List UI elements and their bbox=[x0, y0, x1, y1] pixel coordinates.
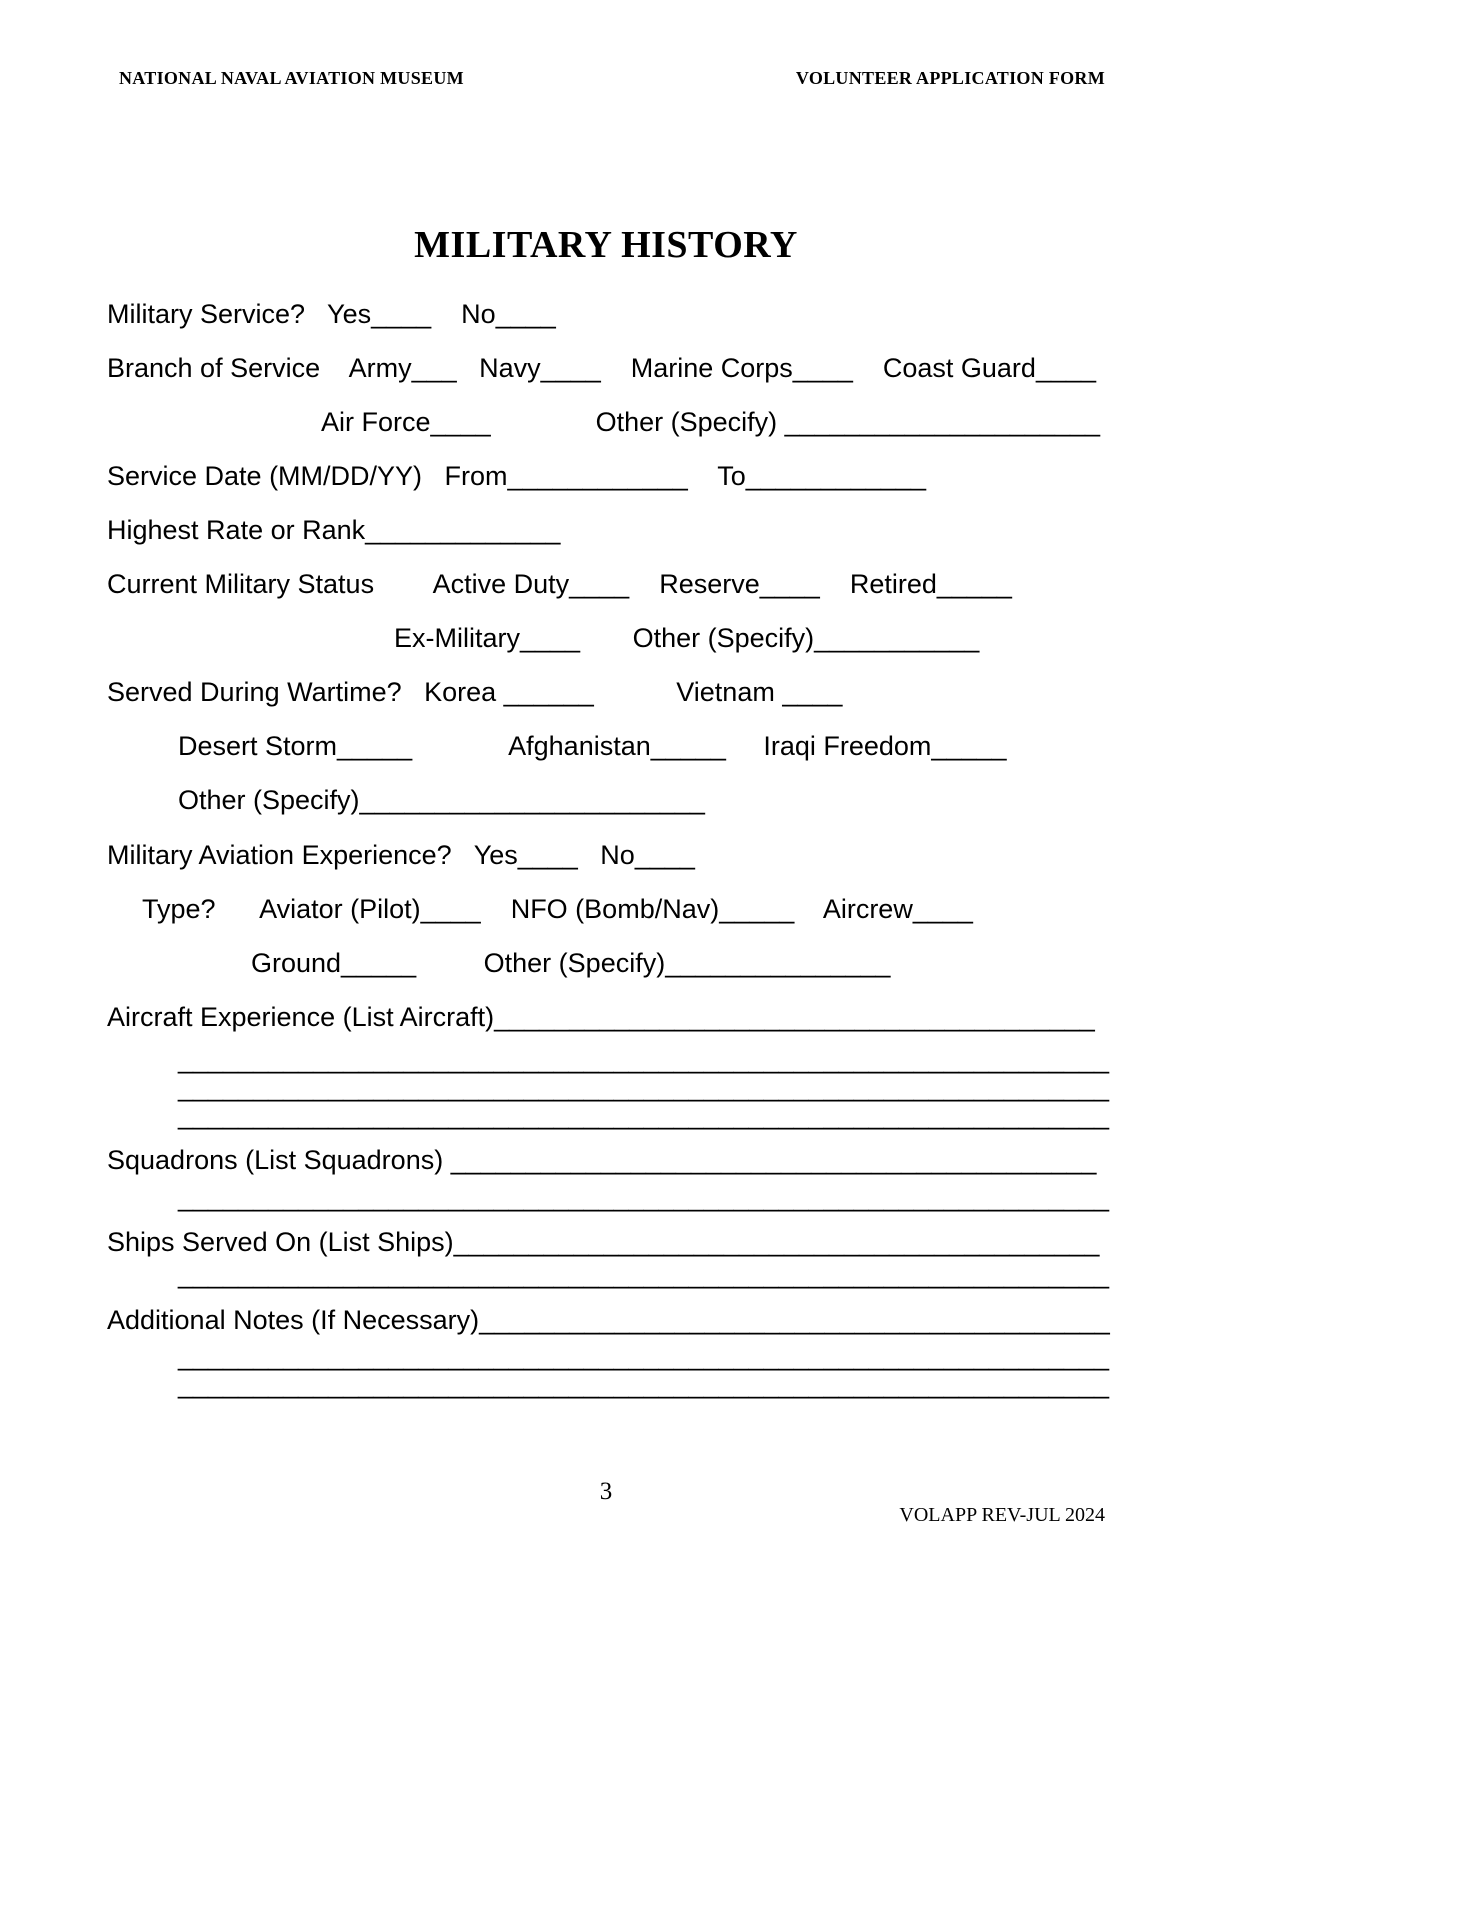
aircraft-experience-blank-line: ______________________________________________________________ bbox=[178, 1044, 1109, 1074]
line-squadrons: Squadrons (List Squadrons) ___________________________________________ bbox=[107, 1145, 1097, 1175]
line-aviation-type-ground-other: Ground_____ Other (Specify)_______________ bbox=[251, 948, 891, 978]
line-military-aviation-experience: Military Aviation Experience? Yes____ No____ bbox=[107, 840, 695, 870]
revision-code: VOLAPP REV-JUL 2024 bbox=[899, 1504, 1105, 1526]
line-military-service: Military Service? Yes____ No____ bbox=[107, 299, 556, 329]
line-aircraft-experience: Aircraft Experience (List Aircraft)________________________________________ bbox=[107, 1002, 1095, 1032]
line-aviation-type: Type? Aviator (Pilot)____ NFO (Bomb/Nav)_____ Aircrew____ bbox=[142, 894, 973, 924]
header-org-name: NATIONAL NAVAL AVIATION MUSEUM bbox=[119, 68, 464, 88]
line-status-ex-military-other: Ex-Military____ Other (Specify)___________ bbox=[394, 623, 980, 653]
line-served-during-wartime: Served During Wartime? Korea ______ Vietnam ____ bbox=[107, 677, 843, 707]
page-number: 3 bbox=[599, 1478, 613, 1505]
squadrons-blank-line: ______________________________________________________________ bbox=[178, 1182, 1109, 1212]
line-wartime-other-specify: Other (Specify)_______________________ bbox=[178, 785, 705, 815]
aircraft-experience-blank-line: ______________________________________________________________ bbox=[178, 1072, 1109, 1102]
line-current-military-status: Current Military Status Active Duty____ Reserve____ Retired_____ bbox=[107, 569, 1012, 599]
aircraft-experience-blank-line: ______________________________________________________________ bbox=[178, 1100, 1109, 1130]
header-form-name: VOLUNTEER APPLICATION FORM bbox=[795, 68, 1105, 88]
page-header bbox=[107, 68, 1105, 89]
ships-blank-line: ______________________________________________________________ bbox=[178, 1259, 1109, 1289]
line-branch-air-force-other: Air Force____ Other (Specify) _____________________ bbox=[321, 407, 1100, 437]
section-title: MILITARY HISTORY bbox=[414, 224, 798, 266]
line-ships-served-on: Ships Served On (List Ships)___________________________________________ bbox=[107, 1227, 1100, 1257]
line-highest-rate-or-rank: Highest Rate or Rank_____________ bbox=[107, 515, 561, 545]
form-body bbox=[107, 301, 1484, 1398]
additional-notes-blank-line: ______________________________________________________________ bbox=[178, 1341, 1109, 1371]
line-service-date: Service Date (MM/DD/YY) From____________ To____________ bbox=[107, 461, 926, 491]
line-branch-of-service: Branch of Service Army___ Navy____ Marine Corps____ Coast Guard____ bbox=[107, 353, 1097, 383]
additional-notes-blank-line: ______________________________________________________________ bbox=[178, 1369, 1109, 1399]
line-additional-notes: Additional Notes (If Necessary)__________________________________________ bbox=[107, 1305, 1110, 1335]
line-wartime-conflicts: Desert Storm_____ Afghanistan_____ Iraqi Freedom_____ bbox=[178, 731, 1007, 761]
